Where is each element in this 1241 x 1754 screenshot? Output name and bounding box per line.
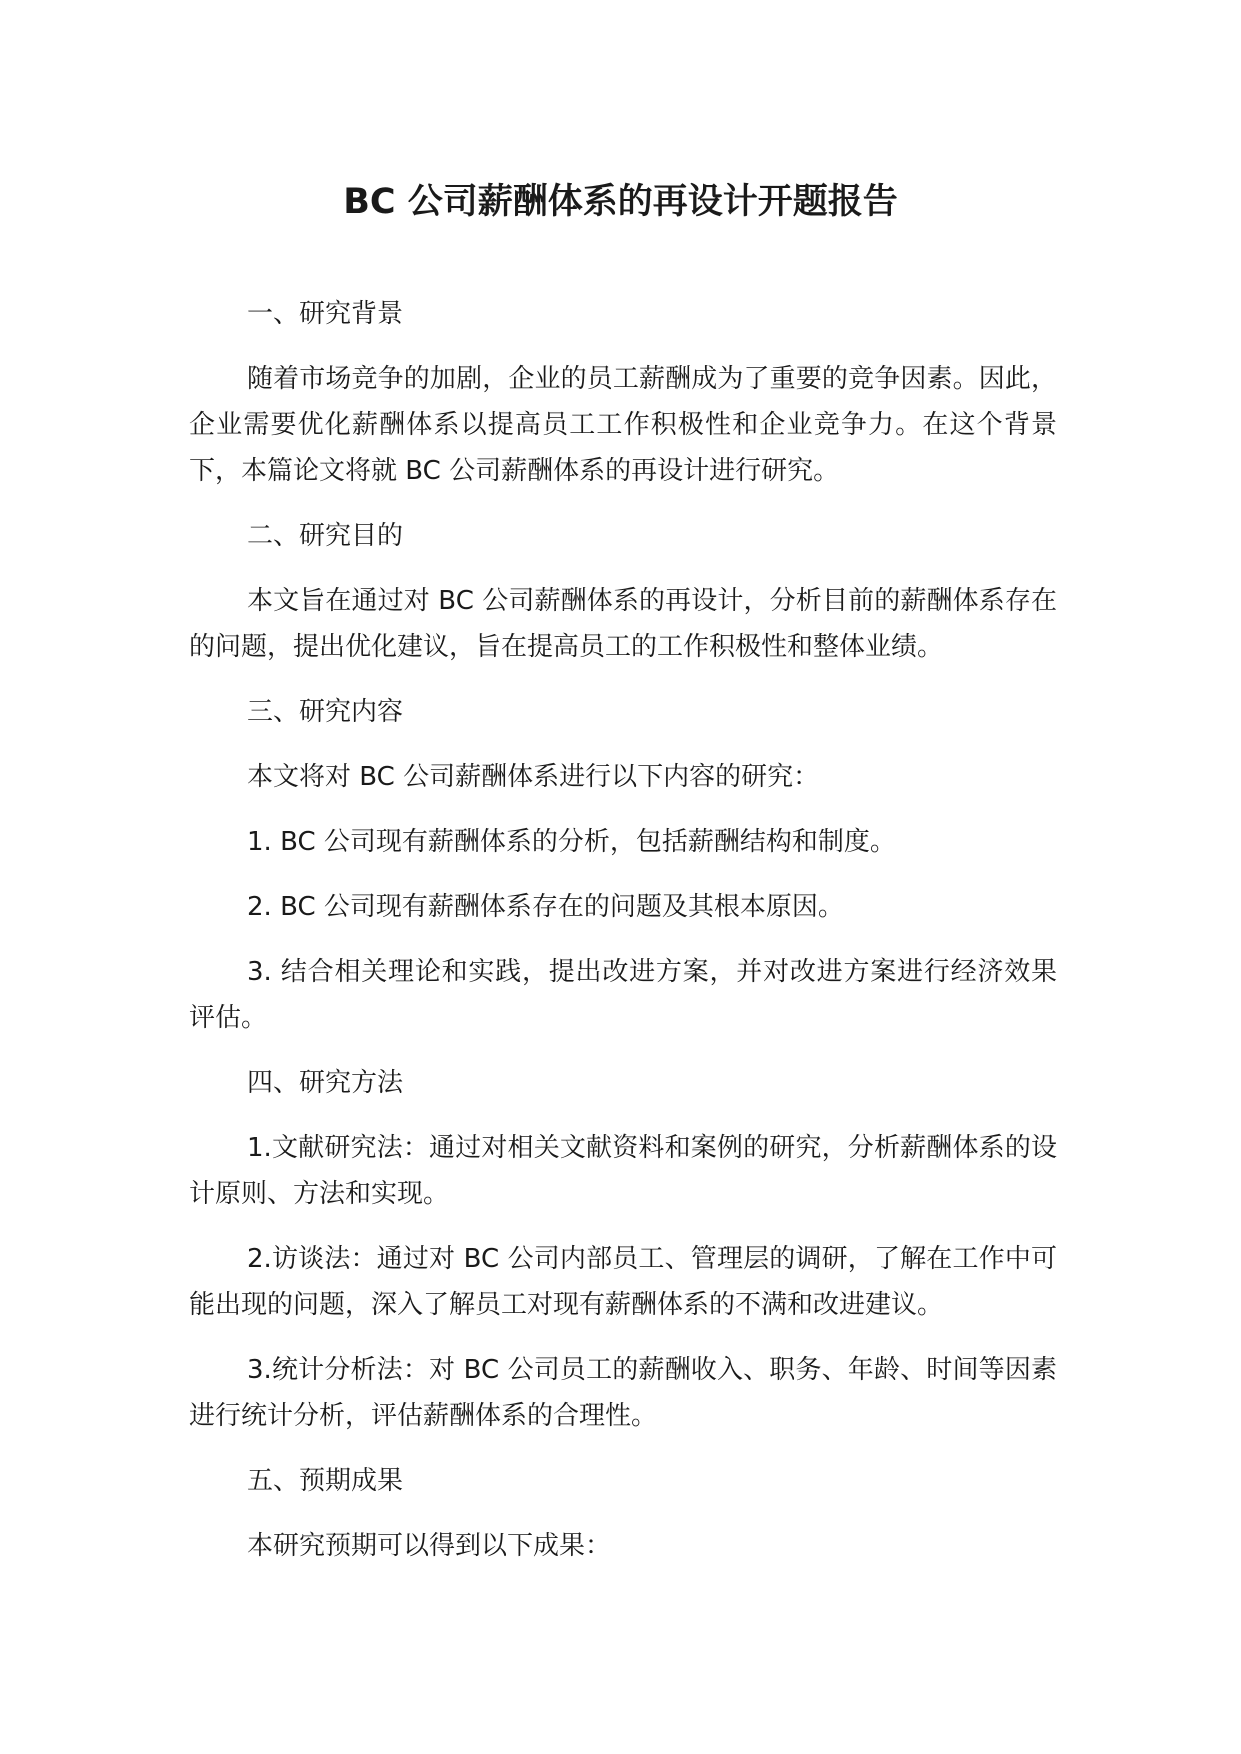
- outcomes-intro: 本研究预期可以得到以下成果：: [247, 1531, 612, 1561]
- section-heading-content: 三、研究内容: [247, 697, 404, 727]
- method-item: 2.访谈法：通过对 BC 公司内部员工、管理层的调研，了解在工作中可能出现的问题，深入了解员工对现有薪酬体系的不满和改进建议。: [189, 1244, 1057, 1320]
- section-heading-background: 一、研究背景: [247, 299, 404, 329]
- document-body: [189, 291, 1057, 1588]
- content-item: 3. 结合相关理论和实践，提出改进方案，并对改进方案进行经济效果评估。: [189, 957, 1057, 1033]
- document-title: BC 公司薪酬体系的再设计开题报告: [343, 182, 898, 222]
- section-heading-outcomes: 五、预期成果: [247, 1466, 404, 1496]
- background-paragraph: 随着市场竞争的加剧，企业的员工薪酬成为了重要的竞争因素。因此，企业需要优化薪酬体系以提高员工工作积极性和企业竞争力。在这个背景下，本篇论文将就 BC 公司薪酬体系的再设计进行研究。: [189, 364, 1057, 486]
- content-intro: 本文将对 BC 公司薪酬体系进行以下内容的研究：: [247, 762, 820, 792]
- content-item: 1. BC 公司现有薪酬体系的分析，包括薪酬结构和制度。: [247, 827, 896, 857]
- method-item: 3.统计分析法：对 BC 公司员工的薪酬收入、职务、年龄、时间等因素进行统计分析，评估薪酬体系的合理性。: [189, 1355, 1057, 1431]
- method-item: 1.文献研究法：通过对相关文献资料和案例的研究，分析薪酬体系的设计原则、方法和实现。: [189, 1133, 1057, 1209]
- section-heading-methods: 四、研究方法: [247, 1068, 404, 1098]
- content-item: 2. BC 公司现有薪酬体系存在的问题及其根本原因。: [247, 892, 844, 922]
- purpose-paragraph: 本文旨在通过对 BC 公司薪酬体系的再设计，分析目前的薪酬体系存在的问题，提出优化建议，旨在提高员工的工作积极性和整体业绩。: [189, 586, 1057, 662]
- section-heading-purpose: 二、研究目的: [247, 521, 404, 551]
